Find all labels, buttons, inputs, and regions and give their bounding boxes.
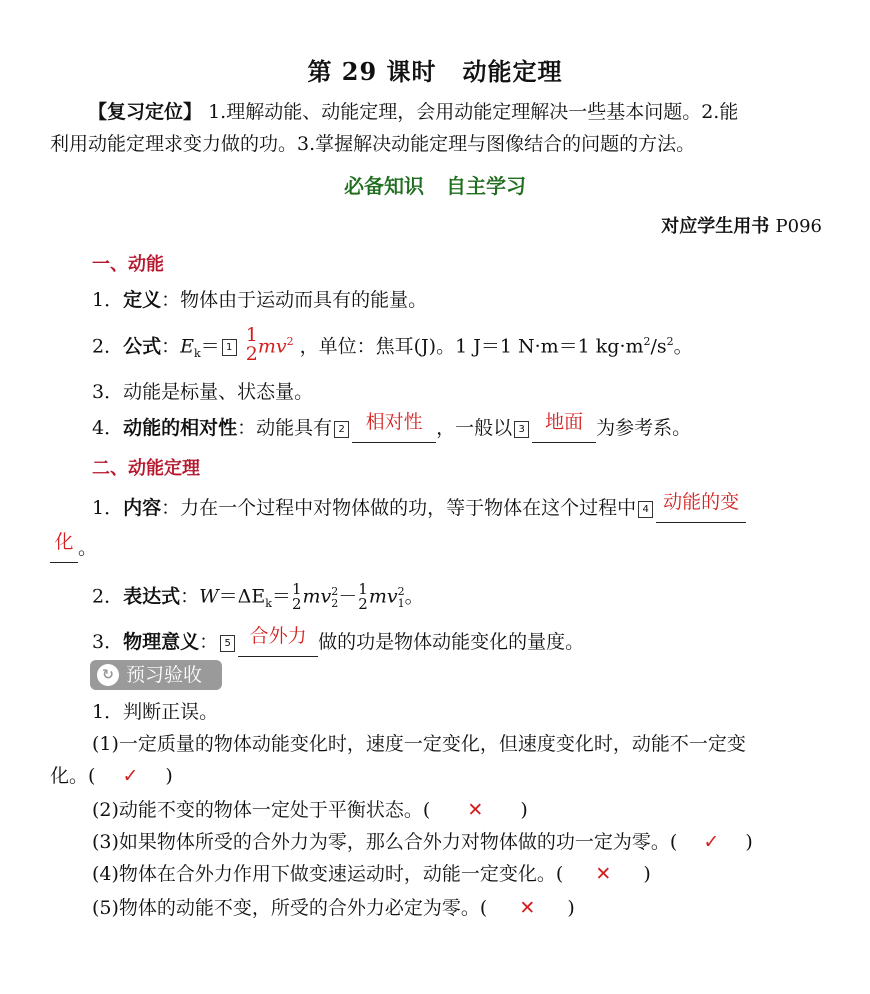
k2-unit-sup: 2 [643, 335, 651, 348]
t3-term: 物理意义 [123, 631, 200, 653]
check-mark-icon: ✓ [703, 831, 720, 853]
t1-line-2 [50, 531, 822, 563]
k2-ek: E [180, 335, 194, 358]
judge-item-3-text: (3)如果物体所受的合外力为零，那么合外力对物体做的功一定为零。( [92, 831, 678, 853]
k1-text: ：物体由于运动而具有的能量。 [161, 289, 428, 311]
t2-minus: － [338, 585, 358, 608]
formula-fraction [246, 326, 258, 364]
k4-text-a: ：动能具有 [237, 417, 333, 439]
t2-frac-1-n: 1 [291, 580, 302, 599]
judge-item-4-close: ) [643, 863, 651, 885]
t2-sup-1: 2 [331, 585, 339, 598]
k1-line [92, 286, 822, 314]
t3-num: 3． [92, 631, 124, 653]
t2-eq2: ＝ [271, 585, 291, 608]
judge-item-3 [92, 828, 822, 856]
judge-item-4 [92, 860, 822, 888]
judge-item-5 [92, 894, 822, 922]
page-title [0, 52, 870, 87]
k2-term: 公式 [123, 335, 162, 358]
t1-line-1 [92, 491, 822, 523]
blank-number-3: 3 [514, 421, 529, 438]
judge-item-1-close: ) [165, 765, 173, 787]
t1-end: 。 [78, 537, 98, 559]
section-heading [0, 170, 870, 199]
preview-check-badge [90, 660, 222, 690]
t2-sub-1: 1 [397, 597, 405, 611]
judge-item-1-text: 化。( [50, 765, 96, 787]
t2-mv-2: mv [368, 585, 398, 608]
t2-sup-2: 2 [397, 585, 405, 598]
judge-item-2 [92, 796, 822, 824]
section-part-2: 自主学习 [446, 174, 526, 198]
k4-text-c: 为参考系。 [596, 417, 692, 439]
answer-blank-5 [238, 625, 318, 657]
review-label: 【复习定位】 [88, 101, 203, 123]
t2-eq: ＝ΔE [218, 585, 266, 608]
k4-line [92, 411, 822, 443]
t2-mv-1: mv [302, 585, 332, 608]
review-line-2 [50, 130, 822, 158]
t2-sub-k: k [265, 597, 272, 611]
review-text-2: 利用动能定理求变力做的功。3.掌握解决动能定理与图像结合的问题的方法。 [50, 133, 696, 155]
t2-frac-1 [292, 582, 302, 612]
judge-item-2-text: (2)动能不变的物体一定处于平衡状态。( [92, 799, 431, 821]
heading-kinetic-energy-theorem: 二、动能定理 [92, 458, 200, 479]
lesson-topic: 动能定理 [462, 57, 563, 86]
k4-num: 4． [92, 417, 124, 439]
answer-blank-3 [532, 411, 596, 443]
formula-mv: mv [257, 335, 287, 358]
judge-item-1-line-1: (1)一定质量的物体动能变化时，速度一定变化，但速度变化时，动能不一定变 [92, 733, 746, 755]
k2-eq: ＝ [200, 335, 220, 358]
lesson-number: 第 29 课时 [307, 57, 437, 86]
t3-colon: ： [199, 631, 219, 653]
book-reference-label: 对应学生用书 [661, 216, 770, 237]
answer-4a: 动能的变 [663, 491, 740, 513]
judge-item-5-close: ) [567, 897, 575, 919]
frac-numerator: 1 [245, 324, 258, 347]
blank-number-1: 1 [222, 339, 237, 356]
k2-colon: ： [161, 335, 181, 358]
k2-end: 。 [673, 335, 693, 358]
answer-blank-4a [656, 491, 746, 523]
t2-w: W [199, 585, 219, 608]
t2-sub-2: 2 [331, 597, 339, 611]
cross-mark-icon: ✕ [595, 863, 612, 885]
t2-colon: ： [180, 585, 200, 608]
blank-number-4: 4 [638, 501, 653, 518]
answer-4b: 化 [54, 531, 74, 553]
heading-kinetic-energy: 一、动能 [92, 254, 164, 275]
answer-3: 地面 [545, 411, 584, 433]
answer-2: 相对性 [365, 411, 423, 433]
formula-mv-sup: 2 [286, 335, 294, 348]
t1-text-a: ：力在一个过程中对物体做的功，等于物体在这个过程中 [161, 497, 637, 519]
judge-item-5-text: (5)物体的动能不变，所受的合外力必定为零。( [92, 897, 488, 919]
t2-frac-2-d: 2 [358, 595, 368, 614]
blank-number-2: 2 [334, 421, 349, 438]
t3-line [92, 625, 822, 657]
t1-num: 1． [92, 497, 124, 519]
refresh-check-icon: ↻ [97, 664, 119, 686]
cross-mark-icon: ✕ [467, 799, 484, 821]
t1-term: 内容 [123, 497, 162, 519]
t2-num: 2． [92, 585, 124, 608]
k1-term: 定义 [123, 289, 162, 311]
book-reference [661, 212, 822, 238]
frac-denominator: 2 [245, 343, 258, 366]
k2-unit-sup2: 2 [666, 335, 674, 348]
section-part-1: 必备知识 [344, 174, 424, 198]
review-line-1 [88, 98, 822, 126]
k2-unit-tail: /s [650, 335, 667, 358]
check-mark-icon: ✓ [122, 765, 139, 787]
k1-num: 1． [92, 289, 124, 311]
k4-term: 动能的相对性 [123, 417, 238, 439]
judge-item-1-line-2 [50, 762, 822, 790]
t2-term: 表达式 [123, 585, 181, 608]
review-text-1: 1.理解动能、动能定理，会用动能定理解决一些基本问题。2.能 [208, 101, 739, 123]
cross-mark-icon: ✕ [519, 897, 536, 919]
k4-text-b: ，一般以 [436, 417, 513, 439]
t2-frac-2 [358, 582, 368, 612]
judge-intro: 1．判断正误。 [92, 701, 219, 723]
answer-blank-2 [352, 411, 436, 443]
t3-text: 做的功是物体动能变化的量度。 [318, 631, 585, 653]
preview-check-label: 预习验收 [126, 664, 203, 686]
answer-5: 合外力 [249, 625, 307, 647]
k3-line: 3．动能是标量、状态量。 [92, 381, 314, 403]
k2-unit-text: ，单位：焦耳(J)。1 J＝1 N·m＝1 kg·m [299, 335, 644, 358]
judge-item-2-close: ) [520, 799, 528, 821]
k2-num: 2． [92, 335, 124, 358]
book-reference-code: P096 [775, 216, 822, 237]
blank-number-5: 5 [220, 635, 235, 652]
t2-frac-2-n: 1 [358, 580, 368, 599]
k2-line [92, 324, 822, 368]
k2-ek-sub: k [194, 347, 201, 361]
judge-item-4-text: (4)物体在合外力作用下做变速运动时，动能一定变化。( [92, 863, 564, 885]
t2-frac-1-d: 2 [291, 595, 302, 614]
t2-end: 。 [404, 585, 424, 608]
t2-line [92, 578, 822, 618]
judge-item-3-close: ) [745, 831, 753, 853]
answer-blank-4b [50, 531, 78, 563]
